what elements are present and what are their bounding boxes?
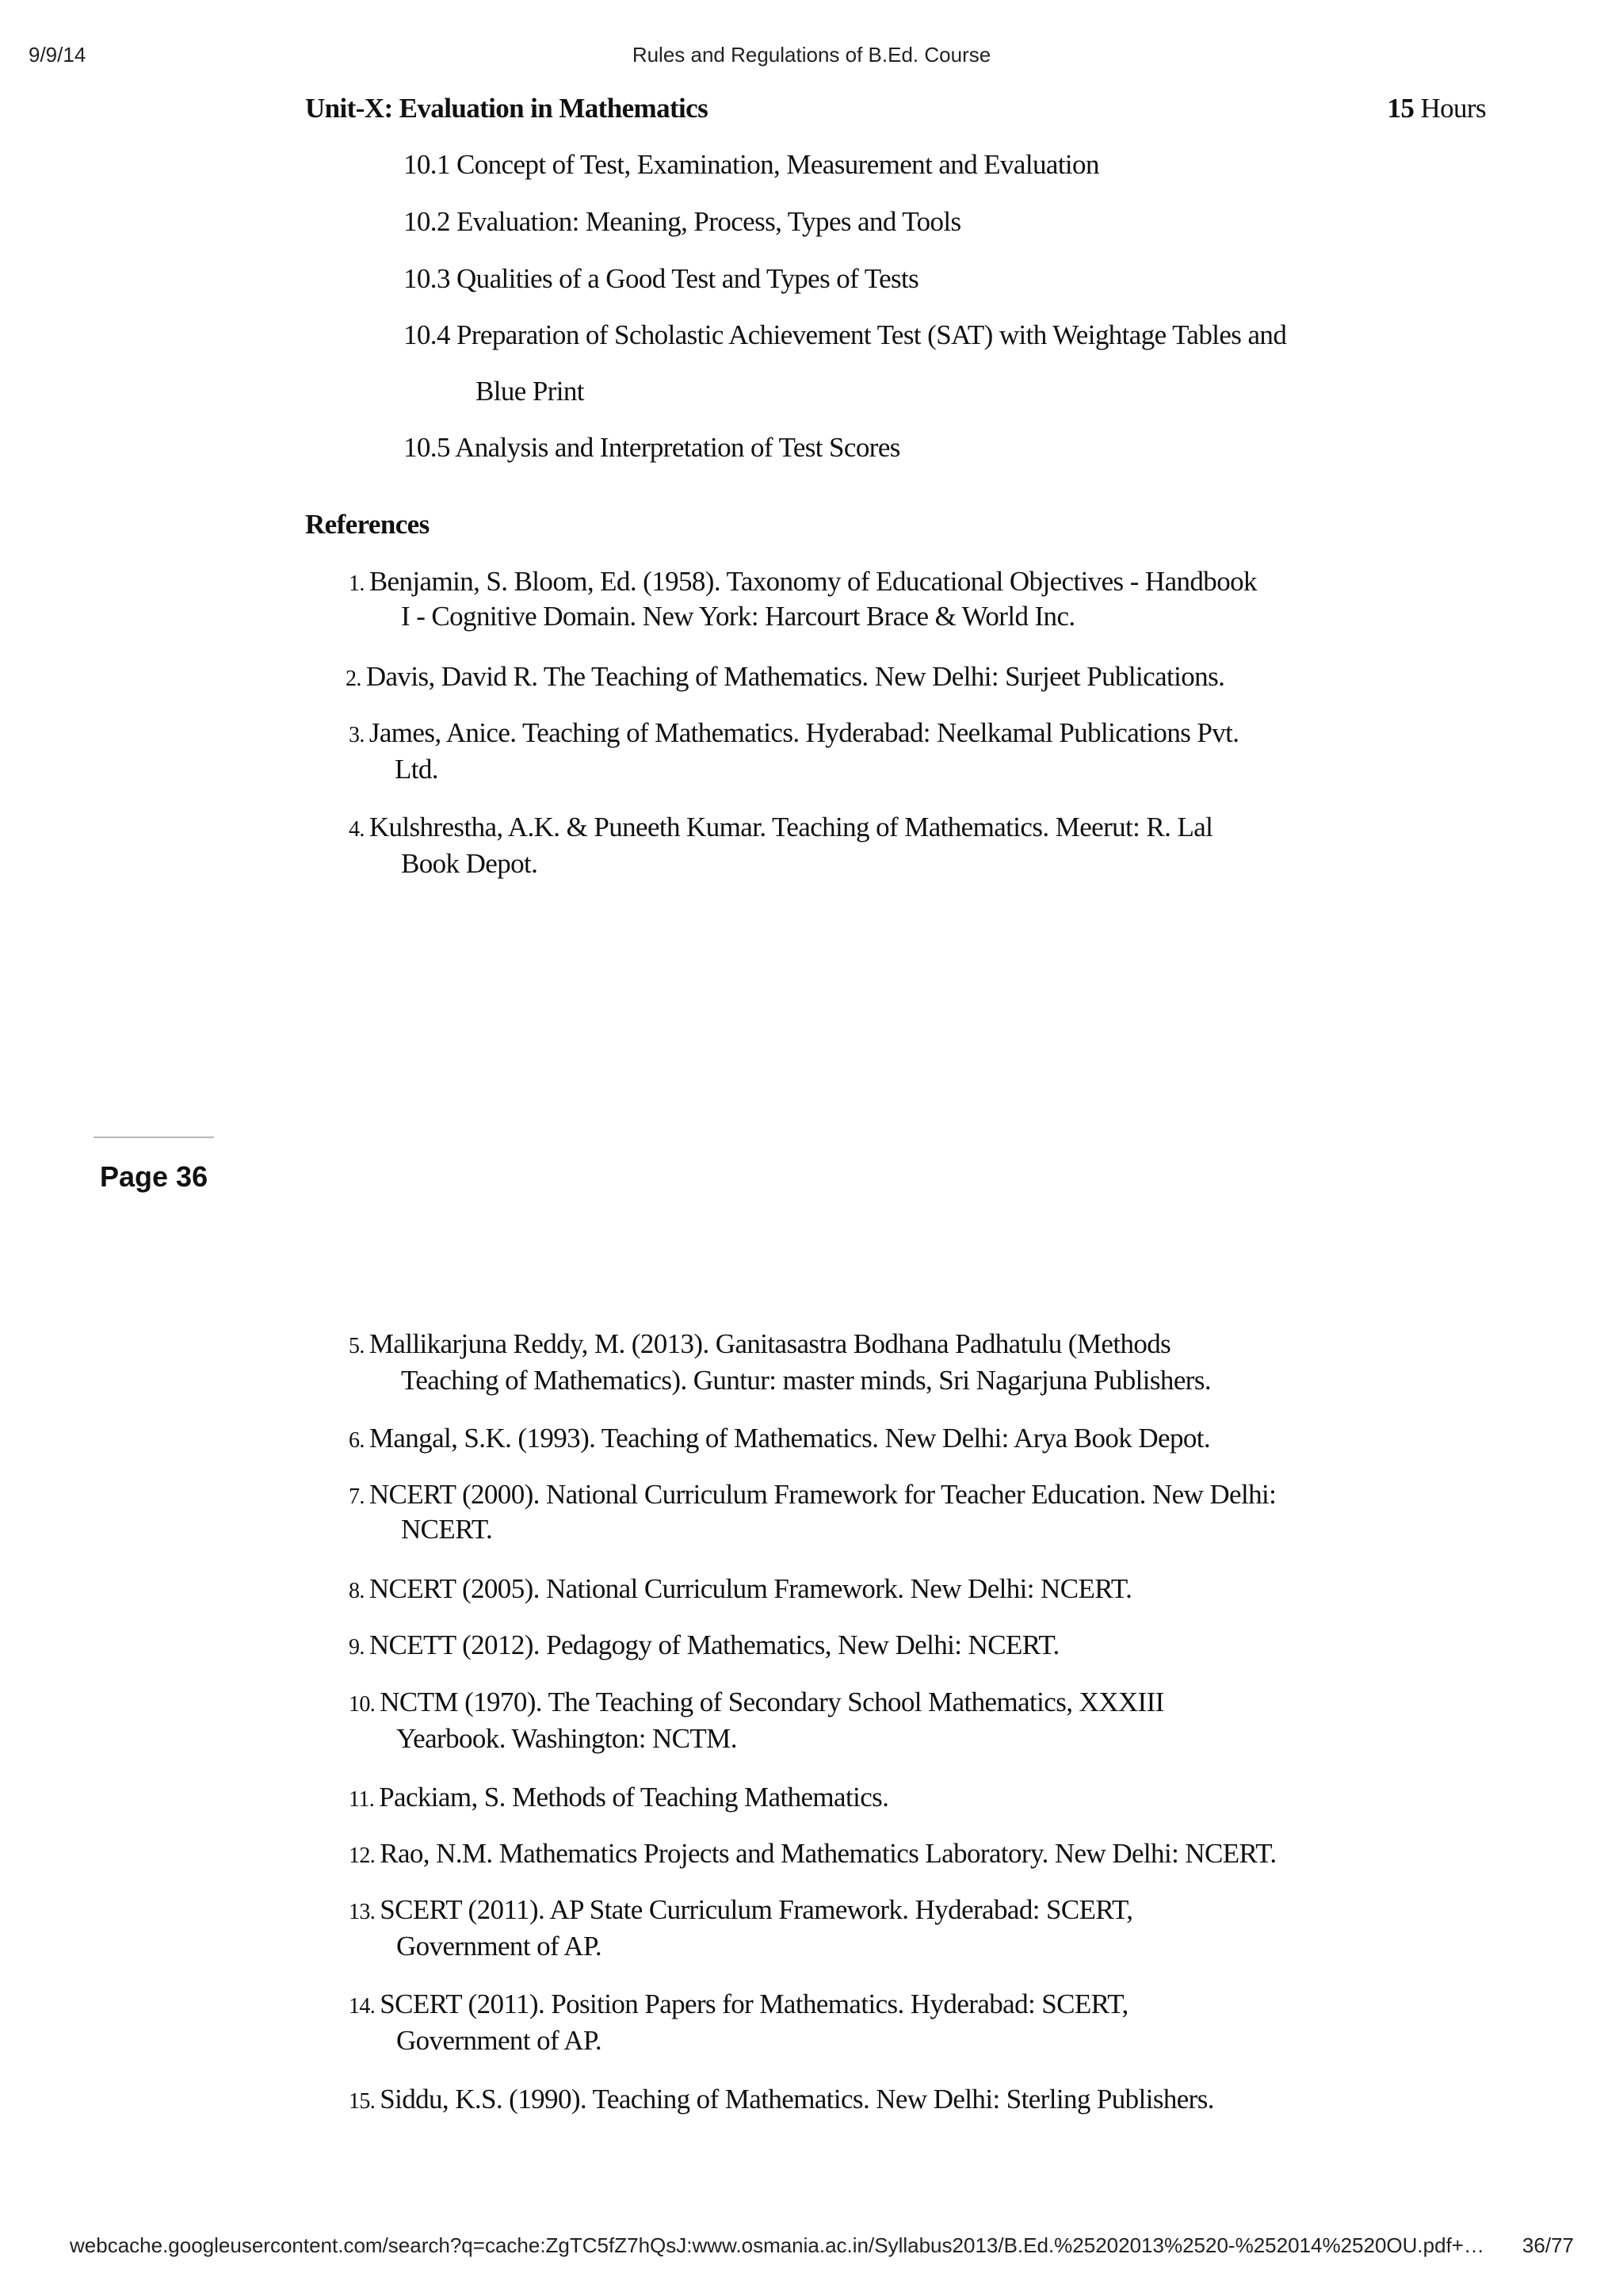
reference-text: Packiam, S. Methods of Teaching Mathematics. xyxy=(379,1782,889,1813)
reference-text-continued: Yearbook. Washington: NCTM. xyxy=(396,1723,737,1754)
reference-item xyxy=(349,564,1379,634)
topic-item: 10.2 Evaluation: Meaning, Process, Types and Tools xyxy=(403,206,961,237)
reference-item xyxy=(346,659,1376,697)
reference-number: 9. xyxy=(349,1635,365,1660)
reference-item xyxy=(349,1572,1379,1609)
reference-number: 3. xyxy=(349,723,365,747)
reference-text: NCTM (1970). The Teaching of Secondary School Mathematics, XXXIII xyxy=(380,1687,1164,1717)
reference-text: Kulshrestha, A.K. & Puneeth Kumar. Teaching of Mathematics. Meerut: R. Lal xyxy=(369,812,1213,842)
print-title: Rules and Regulations of B.Ed. Course xyxy=(632,43,991,67)
unit-hours-number: 15 xyxy=(1387,93,1415,124)
reference-item xyxy=(349,1628,1379,1665)
unit-hours-label: Hours xyxy=(1420,93,1486,124)
reference-text: SCERT (2011). Position Papers for Mathematics. Hyderabad: SCERT, xyxy=(380,1988,1128,2019)
reference-number: 2. xyxy=(346,667,361,691)
reference-number: 6. xyxy=(349,1428,365,1453)
reference-number: 14. xyxy=(349,1994,376,2019)
print-date: 9/9/14 xyxy=(29,43,86,67)
reference-number: 11. xyxy=(349,1787,375,1812)
reference-number: 13. xyxy=(349,1900,376,1924)
reference-text: Benjamin, S. Bloom, Ed. (1958). Taxonomy of Educational Objectives - Handbook xyxy=(369,566,1257,597)
topic-item: 10.1 Concept of Test, Examination, Measurement and Evaluation xyxy=(403,149,1099,180)
reference-item xyxy=(349,1987,1379,2058)
reference-item xyxy=(349,810,1379,881)
reference-number: 4. xyxy=(349,817,365,842)
reference-text: Mallikarjuna Reddy, M. (2013). Ganitasastra Bodhana Padhatulu (Methods xyxy=(369,1328,1171,1359)
reference-item xyxy=(349,2082,1379,2119)
reference-item xyxy=(349,1685,1379,1756)
reference-item xyxy=(349,1327,1379,1398)
reference-number: 7. xyxy=(349,1484,365,1509)
print-footer-url: webcache.googleusercontent.com/search?q=cache:ZgTC5fZ7hQsJ:www.osmania.ac.in/Syllabus2013/B.Ed.%25202013%2520-%252014%2520OU.pdf+… xyxy=(70,2233,1484,2257)
unit-hours xyxy=(1387,91,1486,126)
reference-text-continued: NCERT. xyxy=(401,1514,493,1545)
print-footer-page-count: 36/77 xyxy=(1522,2233,1574,2257)
topic-item: 10.4 Preparation of Scholastic Achievement Test (SAT) with Weightage Tables and xyxy=(403,319,1287,350)
page-separator xyxy=(94,1137,214,1138)
reference-number: 12. xyxy=(349,1843,376,1868)
reference-text: James, Anice. Teaching of Mathematics. Hyderabad: Neelkamal Publications Pvt. xyxy=(369,717,1239,748)
reference-item xyxy=(349,1893,1379,1964)
reference-text: Davis, David R. The Teaching of Mathematics. New Delhi: Surjeet Publications. xyxy=(365,661,1225,692)
reference-text: Mangal, S.K. (1993). Teaching of Mathematics. New Delhi: Arya Book Depot. xyxy=(369,1423,1211,1454)
reference-text-continued: Ltd. xyxy=(395,754,438,785)
topic-item-continued: Blue Print xyxy=(475,376,584,407)
reference-text-continued: I - Cognitive Domain. New York: Harcourt Brace & World Inc. xyxy=(401,601,1075,632)
reference-number: 1. xyxy=(349,571,365,596)
reference-text: NCERT (2005). National Curriculum Framework. New Delhi: NCERT. xyxy=(369,1573,1132,1604)
reference-text-continued: Government of AP. xyxy=(396,1931,602,1962)
reference-number: 10. xyxy=(349,1692,376,1717)
reference-text-continued: Teaching of Mathematics). Guntur: master minds, Sri Nagarjuna Publishers. xyxy=(401,1365,1211,1396)
reference-item xyxy=(349,1836,1379,1874)
unit-heading xyxy=(305,91,1486,126)
reference-text-continued: Government of AP. xyxy=(396,2025,602,2056)
reference-number: 5. xyxy=(349,1334,365,1358)
reference-text: NCETT (2012). Pedagogy of Mathematics, New Delhi: NCERT. xyxy=(369,1629,1060,1660)
reference-text-continued: Book Depot. xyxy=(401,848,538,879)
reference-text: Rao, N.M. Mathematics Projects and Mathematics Laboratory. New Delhi: NCERT. xyxy=(380,1838,1277,1869)
reference-text: NCERT (2000). National Curriculum Framework for Teacher Education. New Delhi: xyxy=(369,1479,1277,1510)
reference-item xyxy=(349,1477,1379,1547)
references-heading: References xyxy=(305,509,430,540)
topic-item: 10.3 Qualities of a Good Test and Types of Tests xyxy=(403,263,919,294)
print-header xyxy=(0,0,1623,67)
reference-item xyxy=(349,716,1379,787)
reference-number: 8. xyxy=(349,1579,365,1603)
page-marker: Page 36 xyxy=(100,1160,208,1193)
unit-title: Unit-X: Evaluation in Mathematics xyxy=(305,93,708,124)
reference-item xyxy=(349,1421,1379,1458)
reference-text: Siddu, K.S. (1990). Teaching of Mathematics. New Delhi: Sterling Publishers. xyxy=(380,2084,1214,2115)
reference-item xyxy=(349,1780,1379,1817)
reference-number: 15. xyxy=(349,2089,376,2114)
reference-text: SCERT (2011). AP State Curriculum Framework. Hyderabad: SCERT, xyxy=(380,1894,1133,1925)
topic-item: 10.5 Analysis and Interpretation of Test Scores xyxy=(403,432,900,463)
